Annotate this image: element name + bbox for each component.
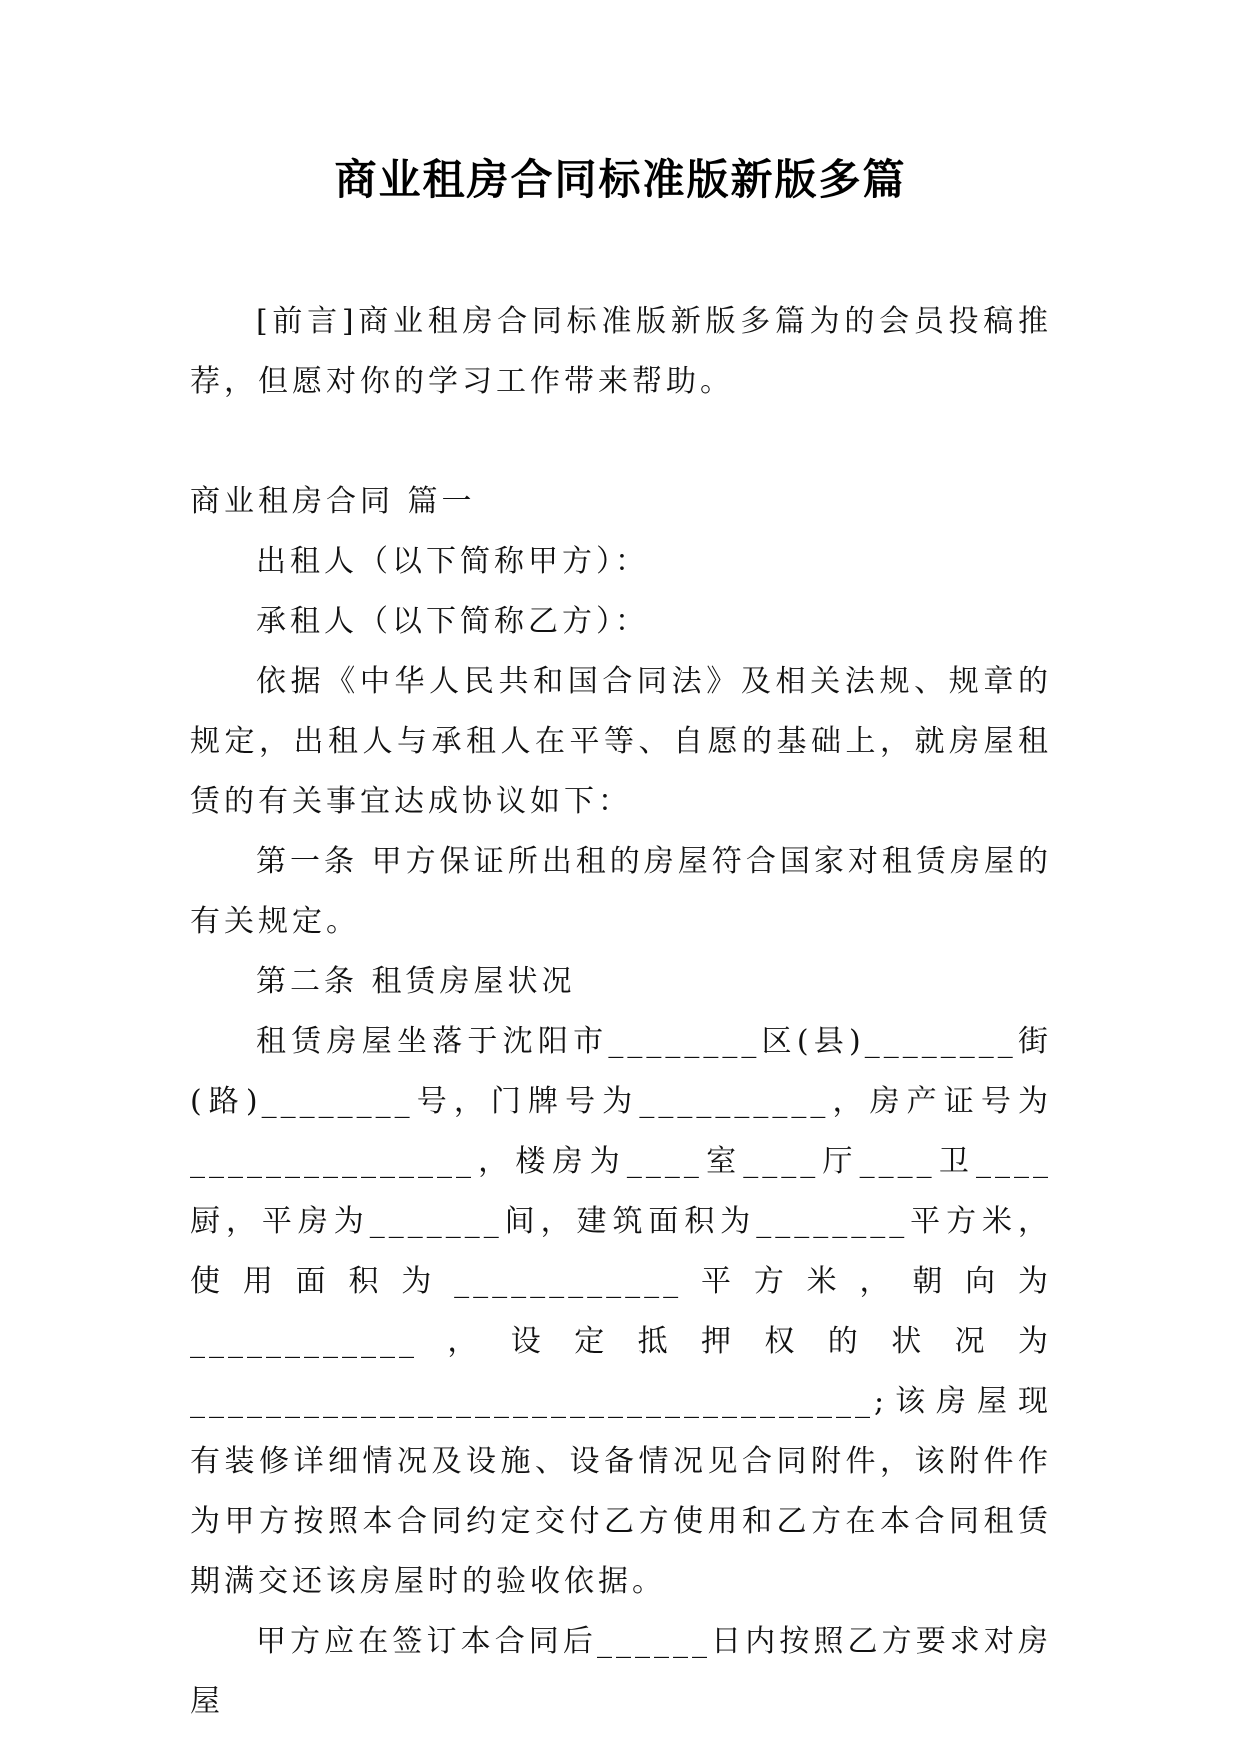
delivery-paragraph: 甲方应在签订本合同后______日内按照乙方要求对房屋 (190, 1624, 1052, 1719)
document-body (190, 292, 1052, 1732)
legal-basis-paragraph: 依据《中华人民共和国合同法》及相关法规、规章的规定，出租人与承租人在平等、自愿的基础上，就房屋租赁的有关事宜达成协议如下： (190, 664, 1052, 819)
lessor-line: 出租人（以下简称甲方）： (256, 544, 649, 579)
document-title: 商业租房合同标准版新版多篇 (334, 155, 907, 204)
article-2-heading: 第二条 租赁房屋状况 (256, 964, 576, 999)
spacer (190, 412, 1052, 472)
lessee-line: 承租人（以下简称乙方）： (256, 604, 649, 639)
section-heading: 商业租房合同 篇一 (190, 484, 476, 519)
property-status-paragraph: 租赁房屋坐落于沈阳市________区(县)________街(路)________号，门牌号为__________，房产证号为_______________，楼房为____室____厅____卫____厨，平房为_______间，建筑面积为________平方米，使用面积为____________平方米，朝向为____________，设定抵押权的状况为____________________________________;该房屋现有装修详细情况及设施、设备情况见合同附件，该附件作为甲方按照本合同约定交付乙方使用和乙方在本合同租赁期满交还该房屋时的验收依据。 (190, 1024, 1052, 1599)
article-1-paragraph: 第一条 甲方保证所出租的房屋符合国家对租赁房屋的有关规定。 (190, 844, 1052, 939)
preface-paragraph: [前言]商业租房合同标准版新版多篇为的会员投稿推荐，但愿对你的学习工作带来帮助。 (190, 304, 1052, 399)
